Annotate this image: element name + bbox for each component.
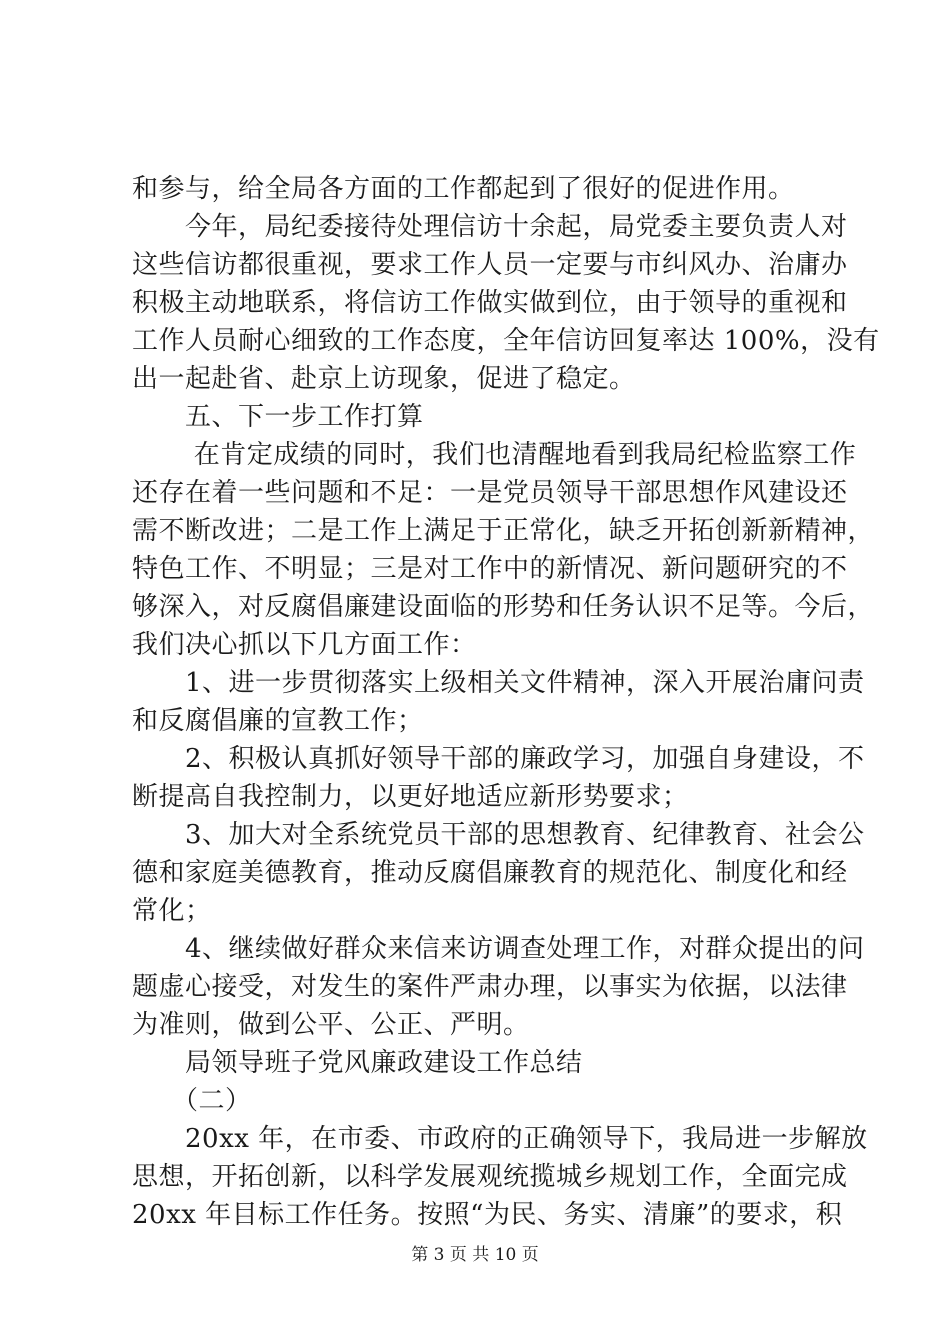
text-line: 20xx 年目标工作任务。按照“为民、务实、清廉”的要求，积 — [132, 1200, 843, 1230]
text-line: 和参与，给全局各方面的工作都起到了很好的促进作用。 — [132, 174, 795, 204]
list-item-line: 断提高自我控制力，以更好地适应新形势要求； — [132, 782, 689, 812]
document-title: 局领导班子党风廉政建设工作总结 — [132, 1048, 583, 1078]
text-line: 特色工作、不明显；三是对工作中的新情况、新问题研究的不 — [132, 554, 848, 584]
list-item-line: 4、继续做好群众来信来访调查处理工作，对群众提出的问 — [132, 934, 865, 964]
list-item-line: 题虚心接受，对发生的案件严肃办理，以事实为依据，以法律 — [132, 972, 848, 1002]
text-line: 需不断改进；二是工作上满足于正常化，缺乏开拓创新新精神， — [132, 516, 875, 546]
list-item-line: 3、加大对全系统党员干部的思想教育、纪律教育、社会公 — [132, 820, 865, 850]
text-line: 工作人员耐心细致的工作态度，全年信访回复率达 100%，没有 — [132, 326, 880, 356]
page-number: 第 3 页 共 10 页 — [411, 1245, 539, 1265]
list-item-line: 常化； — [132, 896, 212, 926]
text-line: 还存在着一些问题和不足：一是党员领导干部思想作风建设还 — [132, 478, 848, 508]
text-line: 这些信访都很重视，要求工作人员一定要与市纠风办、治庸办 — [132, 250, 848, 280]
text-line: 我们决心抓以下几方面工作： — [132, 630, 477, 660]
text-line: 出一起赴省、赴京上访现象，促进了稳定。 — [132, 364, 636, 394]
list-item-line: 为准则，做到公平、公正、严明。 — [132, 1010, 530, 1040]
text-line: 思想，开拓创新，以科学发展观统揽城乡规划工作，全面完成 — [132, 1162, 848, 1192]
text-line: 积极主动地联系，将信访工作做实做到位，由于领导的重视和 — [132, 288, 848, 318]
text-line: 20xx 年，在市委、市政府的正确领导下，我局进一步解放 — [132, 1124, 868, 1154]
list-item-line: 1、进一步贯彻落实上级相关文件精神，深入开展治庸问责 — [132, 668, 865, 698]
text-line: 够深入，对反腐倡廉建设面临的形势和任务认识不足等。今后， — [132, 592, 875, 622]
text-line: 在肯定成绩的同时，我们也清醒地看到我局纪检监察工作 — [132, 440, 857, 470]
document-subtitle: （二） — [132, 1086, 252, 1116]
section-heading: 五、下一步工作打算 — [132, 402, 424, 432]
list-item-line: 2、积极认真抓好领导干部的廉政学习，加强自身建设，不 — [132, 744, 865, 774]
text-line: 今年，局纪委接待处理信访十余起，局党委主要负责人对 — [132, 212, 848, 242]
list-item-line: 德和家庭美德教育，推动反腐倡廉教育的规范化、制度化和经 — [132, 858, 848, 888]
list-item-line: 和反腐倡廉的宣教工作； — [132, 706, 424, 736]
